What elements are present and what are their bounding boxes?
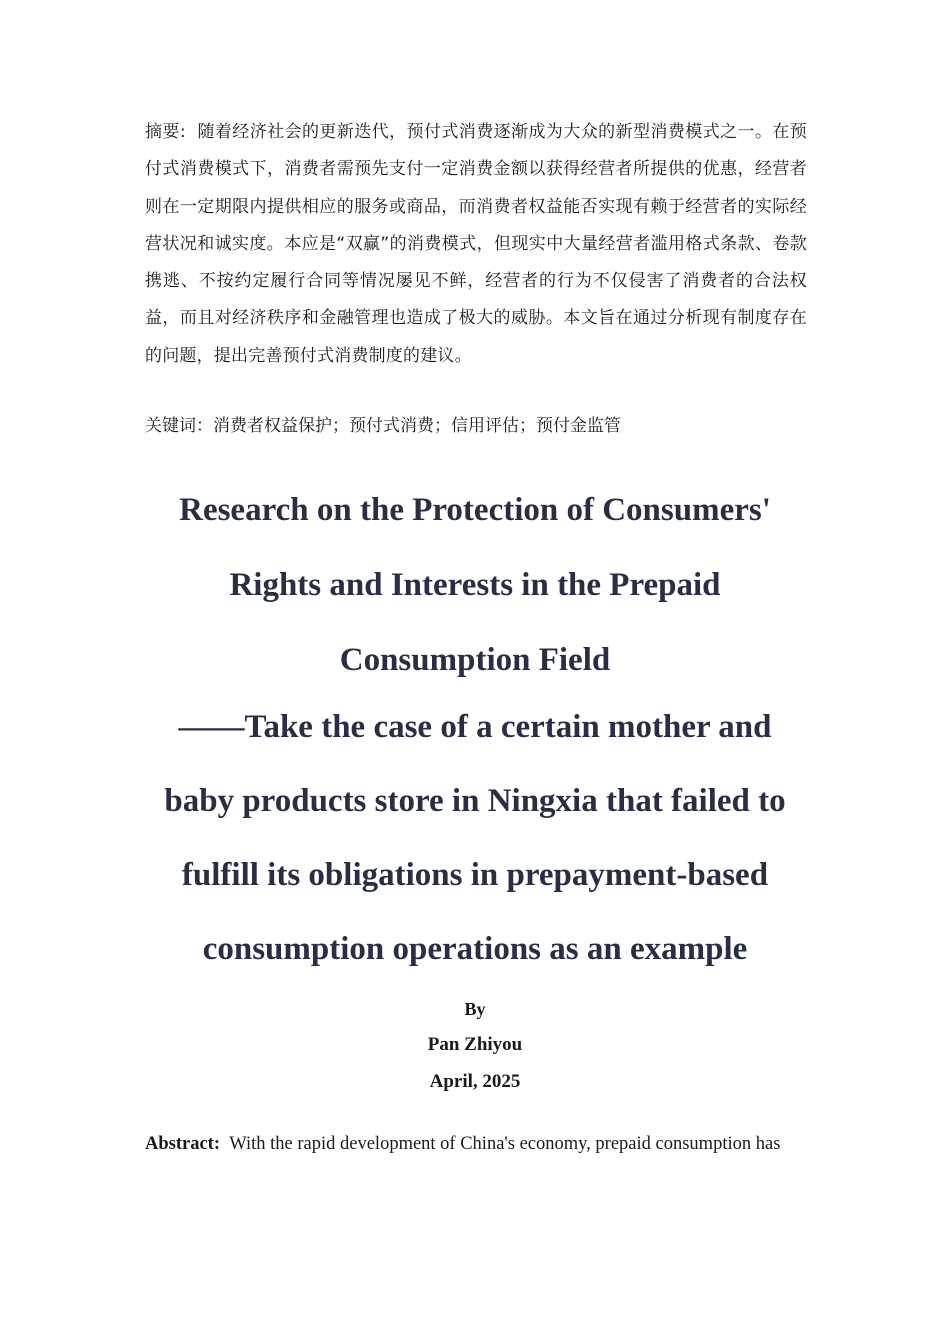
- english-abstract-label: Abstract:: [145, 1134, 221, 1154]
- chinese-abstract: [145, 114, 807, 375]
- publication-date: April, 2025: [429, 1071, 521, 1092]
- english-abstract: [145, 1131, 815, 1157]
- by-label: By: [464, 999, 486, 1019]
- chinese-keywords-text: 消费者权益保护；预付式消费；信用评估；预付金监管: [213, 416, 621, 436]
- english-title: Research on the Protection of Consumers' Rights and Interests in the Prepaid Consumption Field: [179, 492, 771, 678]
- chinese-abstract-label: 摘要: [145, 122, 180, 142]
- chinese-keywords: [145, 408, 807, 445]
- chinese-keywords-label: 关键词: [145, 416, 196, 436]
- english-abstract-text: With the rapid development of China's economy, prepaid consumption has: [229, 1134, 781, 1154]
- english-subtitle: ——Take the case of a certain mother and baby products store in Ningxia that failed to fulfill its obligations in prepayment-based consumption operations as an example: [164, 709, 786, 967]
- chinese-keywords-separator: ：: [196, 416, 213, 436]
- chinese-abstract-text: 随着经济社会的更新迭代，预付式消费逐渐成为大众的新型消费模式之一。在预付式消费模式下，消费者需预先支付一定消费金额以获得经营者所提供的优惠，经营者则在一定期限内提供相应的服务或商品，而消费者权益能否实现有赖于经营者的实际经营状况和诚实度。本应是“双赢”的消费模式，但现实中大量经营者滥用格式条款、卷款携逃、不按约定履行合同等情况屡见不鲜，经营者的行为不仅侵害了消费者的合法权益，而且对经济秩序和金融管理也造成了极大的威胁。本文旨在通过分析现有制度存在的问题，提出完善预付式消费制度的建议。: [145, 122, 808, 366]
- author-name: Pan Zhiyou: [427, 1034, 523, 1055]
- chinese-abstract-separator: :: [179, 122, 186, 142]
- english-title-block: [140, 473, 810, 986]
